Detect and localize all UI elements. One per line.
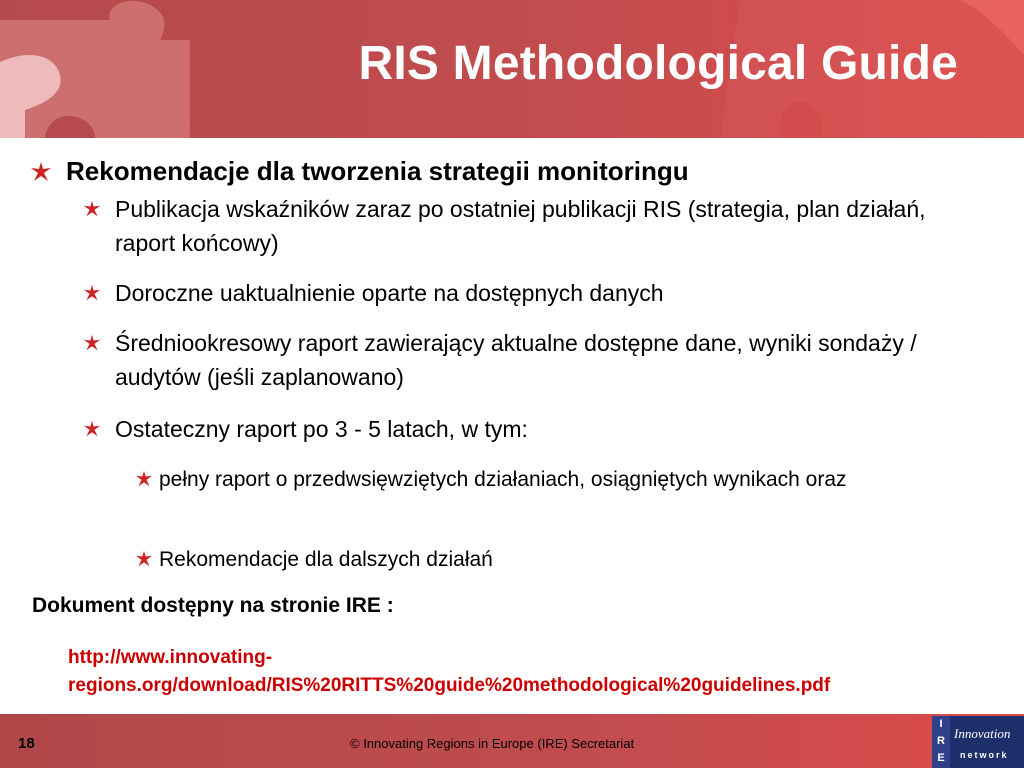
document-link[interactable]: http://www.innovating-regions.org/download/RIS%20RITTS%20guide%20methodological%20guidelines.pdf [68,647,831,696]
bullet-text: Średniookresowy raport zawierający aktualne dostępne dane, wyniki sondaży / audytów (jeśli zaplanowano) [115,330,917,390]
main-heading-item [30,156,689,187]
logo-letter: R [937,735,945,747]
bullet-item [83,326,983,394]
logo-letter: I [939,718,943,730]
bullet-text: Publikacja wskaźników zaraz po ostatniej publikacji RIS (strategia, plan działań, raport końcowy) [115,196,926,256]
sub-bullet-item [135,544,995,575]
bullet-text: Ostateczny raport po 3 - 5 latach, w tym: [115,416,528,442]
document-label: Dokument dostępny na stronie IRE : [32,594,394,617]
logo-network: network [960,750,1009,760]
slide-footer [0,714,1024,768]
logo-letter: E [937,752,945,764]
bullet-text: Doroczne uaktualnienie oparte na dostępnych danych [115,280,664,306]
logo-brand: Innovation [954,726,1011,741]
sub-bullet-item [135,464,995,495]
red-star-bullet-icon [135,550,155,572]
bullet-item [83,192,983,260]
ire-network-logo [932,716,1024,768]
logo-letters [932,716,950,768]
page-number: 18 [18,735,35,752]
red-star-bullet-icon [135,470,155,492]
slide-content [0,138,1024,714]
slide-header [0,0,1024,138]
slide-title: RIS Methodological Guide [358,37,958,90]
main-heading: Rekomendacje dla tworzenia strategii monitoringu [66,156,689,186]
copyright-text: © Innovating Regions in Europe (IRE) Secretariat [350,736,635,751]
red-star-bullet-icon [83,200,103,222]
red-star-bullet-icon [83,284,103,306]
red-star-bullet-icon [83,420,103,442]
bullet-item [83,276,983,310]
bullet-item [83,412,983,446]
sub-bullet-text: Rekomendacje dla dalszych działań [159,548,493,571]
red-star-bullet-icon [83,334,103,356]
red-star-bullet-icon [30,161,52,183]
sub-bullet-text: pełny raport o przedwsięwziętych działaniach, osiągniętych wynikach oraz [159,468,847,491]
